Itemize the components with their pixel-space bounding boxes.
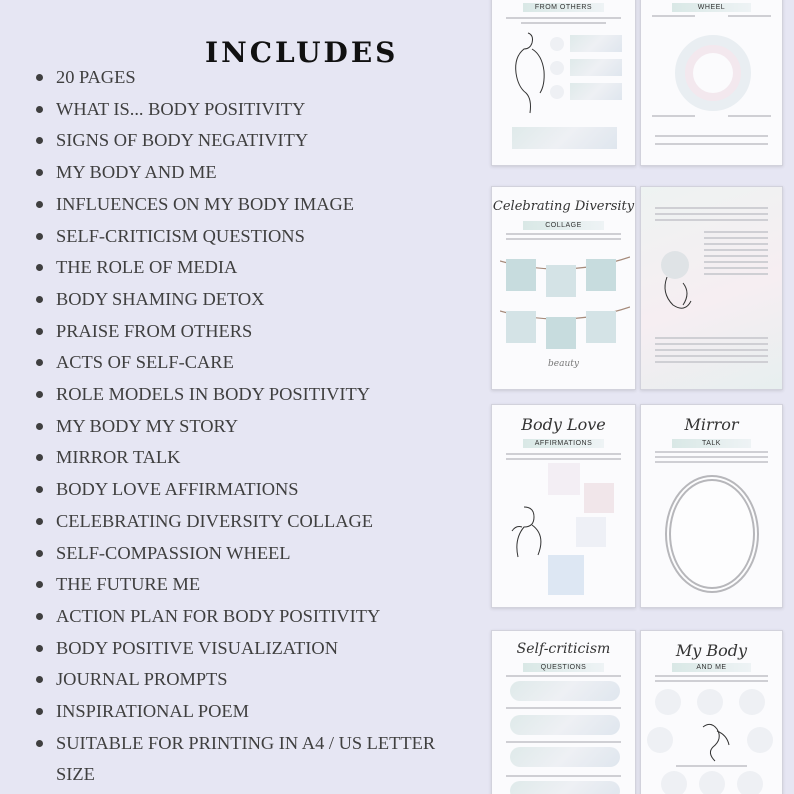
includes-item: SIGNS OF BODY NEGATIVITY (36, 125, 476, 157)
includes-item: MY BODY AND ME (36, 157, 476, 189)
preview-mirror-talk (640, 404, 783, 608)
includes-item: INSPIRATIONAL POEM (36, 696, 476, 728)
page-footer-script: beauty (548, 359, 579, 369)
page-title: Body Love (521, 415, 606, 434)
includes-item: ROLE MODELS IN BODY POSITIVITY (36, 379, 476, 411)
includes-item: SELF-CRITICISM QUESTIONS (36, 221, 476, 253)
preview-self-compassion-wheel (640, 0, 783, 166)
preview-inspirational-poem (640, 186, 783, 390)
page-title: My Body (675, 641, 748, 660)
mirror-frame-icon (665, 475, 759, 593)
page-title: Mirror (684, 415, 739, 434)
preview-celebrating-diversity-collage (491, 186, 636, 390)
page-subtitle: QUESTIONS (523, 663, 603, 672)
woman-line-art-icon (504, 501, 554, 571)
face-line-art-icon (653, 247, 708, 327)
includes-item: PRAISE FROM OTHERS (36, 316, 476, 348)
page-subtitle: FROM OTHERS (523, 3, 603, 12)
preview-my-body-and-me (640, 630, 783, 794)
includes-heading: INCLUDES (205, 36, 399, 69)
includes-item: JOURNAL PROMPTS (36, 664, 476, 696)
includes-item: 20 PAGES (36, 62, 476, 94)
page-subtitle: TALK (672, 439, 751, 448)
page-title: Celebrating Diversity (492, 199, 635, 214)
page-subtitle: AFFIRMATIONS (523, 439, 603, 448)
includes-item: MY BODY MY STORY (36, 411, 476, 443)
page-subtitle: WHEEL (672, 3, 751, 12)
includes-item: BODY POSITIVE VISUALIZATION (36, 633, 476, 665)
includes-item: CELEBRATING DIVERSITY COLLAGE (36, 506, 476, 538)
includes-item: INFLUENCES ON MY BODY IMAGE (36, 189, 476, 221)
includes-item: THE FUTURE ME (36, 569, 476, 601)
body-line-art-icon (506, 29, 551, 114)
includes-item: SELF-COMPASSION WHEEL (36, 538, 476, 570)
includes-list (36, 62, 476, 791)
includes-item: WHAT IS... BODY POSITIVITY (36, 94, 476, 126)
includes-item: BODY LOVE AFFIRMATIONS (36, 474, 476, 506)
body-line-art-icon (693, 717, 733, 767)
page-subtitle: COLLAGE (523, 221, 603, 230)
includes-item: THE ROLE OF MEDIA (36, 252, 476, 284)
preview-praise-from-others (491, 0, 636, 166)
page-subtitle: AND ME (672, 663, 751, 672)
includes-item: BODY SHAMING DETOX (36, 284, 476, 316)
preview-self-criticism-questions (491, 630, 636, 794)
page-title: Self-criticism (516, 641, 611, 657)
includes-item: MIRROR TALK (36, 442, 476, 474)
preview-body-love-affirmations (491, 404, 636, 608)
includes-item: ACTS OF SELF-CARE (36, 347, 476, 379)
includes-item: SUITABLE FOR PRINTING IN A4 / US LETTER SIZE (36, 728, 476, 791)
includes-item: ACTION PLAN FOR BODY POSITIVITY (36, 601, 476, 633)
